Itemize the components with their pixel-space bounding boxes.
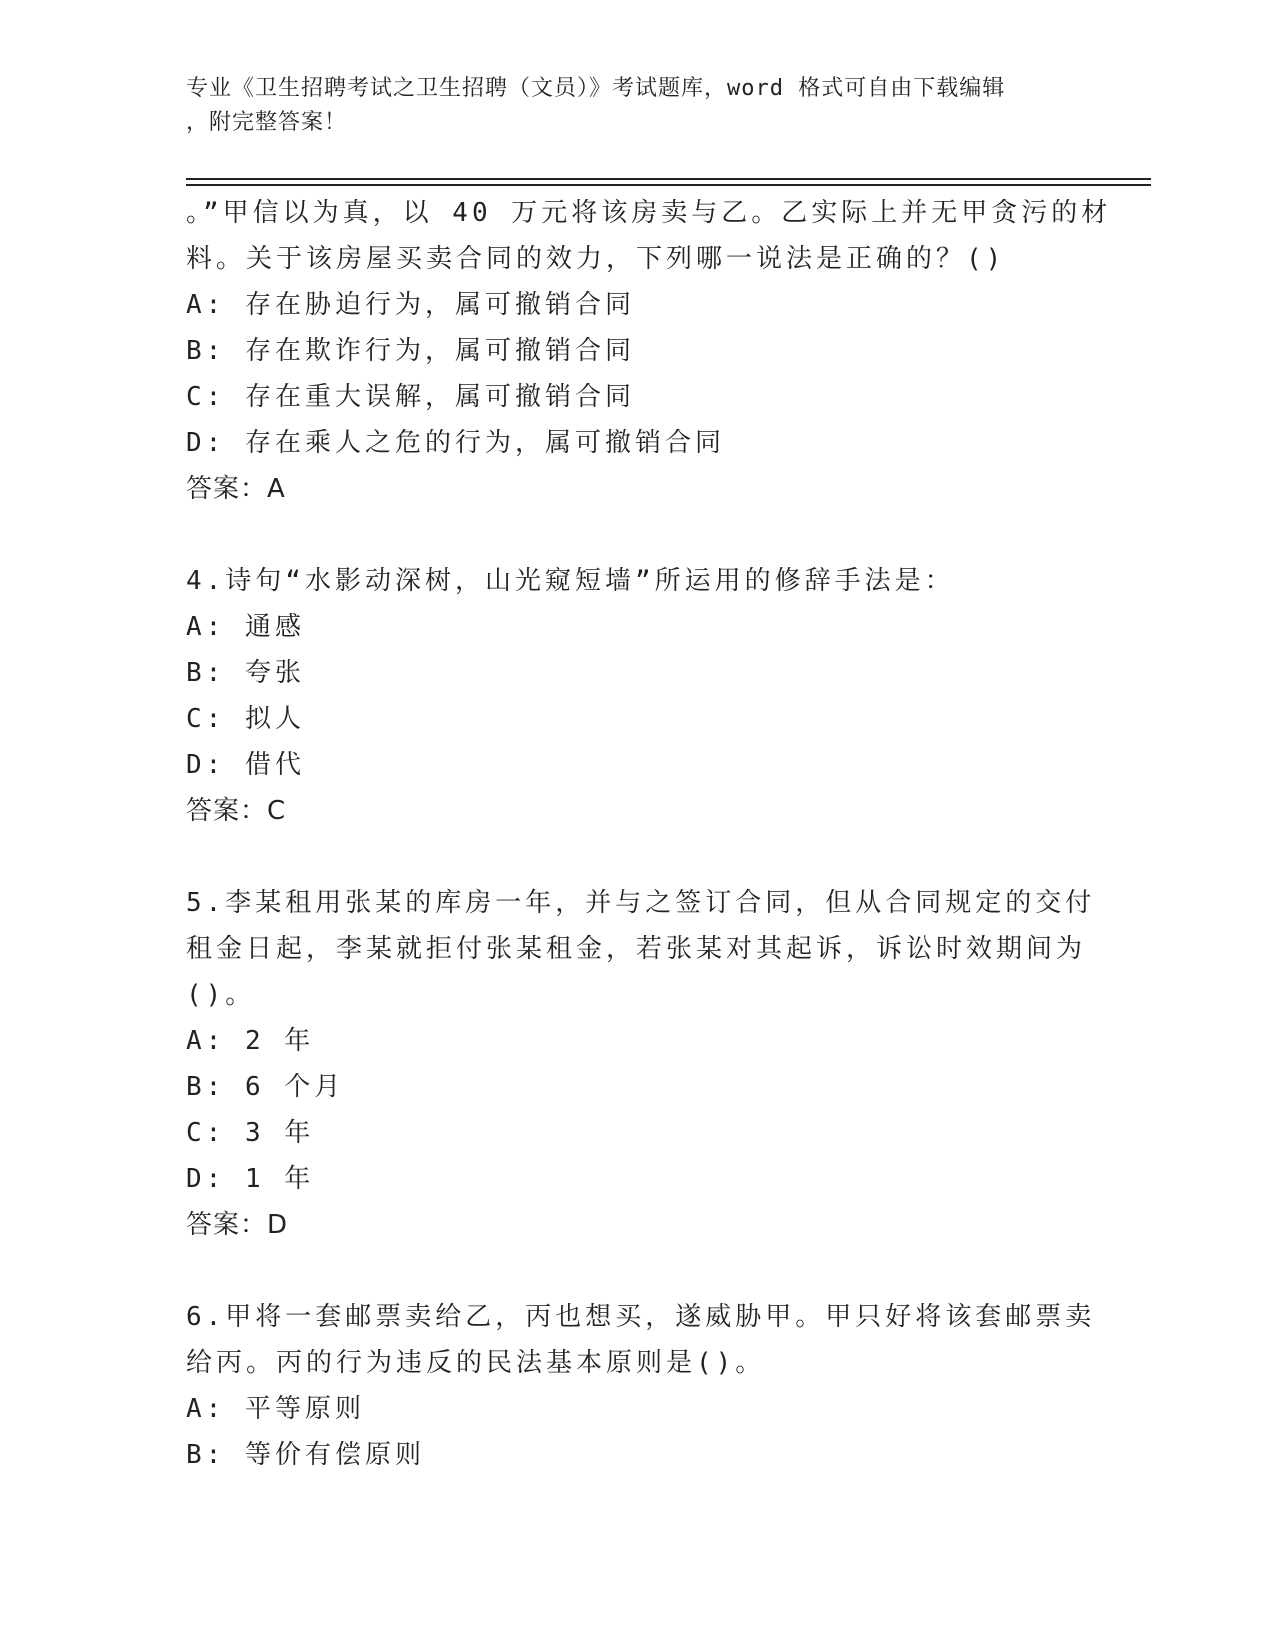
question-6 bbox=[186, 1294, 1096, 1478]
header-line-1: 专业《卫生招聘考试之卫生招聘（文员）》考试题库，word 格式可自由下载编辑 bbox=[186, 76, 1006, 101]
question-3 bbox=[186, 190, 1112, 512]
answer-label: 答案：D bbox=[186, 1210, 289, 1240]
answer-label: 答案：C bbox=[186, 796, 287, 826]
option-a: A: 平等原则 bbox=[186, 1394, 365, 1424]
option-a: A: 通感 bbox=[186, 612, 305, 642]
option-c: C: 存在重大误解，属可撤销合同 bbox=[186, 382, 635, 412]
option-d: D: 存在乘人之危的行为，属可撤销合同 bbox=[186, 428, 725, 458]
option-c: C: 3 年 bbox=[186, 1118, 315, 1148]
header-divider-top bbox=[186, 178, 1151, 180]
option-c: C: 拟人 bbox=[186, 704, 305, 734]
option-d: D: 借代 bbox=[186, 750, 305, 780]
option-a: A: 存在胁迫行为，属可撤销合同 bbox=[186, 290, 635, 320]
answer-label: 答案：A bbox=[186, 474, 286, 504]
question-stem-line: 。”甲信以为真，以 40 万元将该房卖与乙。乙实际上并无甲贪污的材 bbox=[186, 198, 1112, 228]
question-stem-line: 租金日起，李某就拒付张某租金，若张某对其起诉，诉讼时效期间为 bbox=[186, 934, 1087, 964]
spacer bbox=[186, 834, 1086, 880]
option-b: B: 夸张 bbox=[186, 658, 305, 688]
option-b: B: 等价有偿原则 bbox=[186, 1440, 425, 1470]
header-line-2: ，附完整答案！ bbox=[186, 110, 348, 135]
option-b: B: 6 个月 bbox=[186, 1072, 345, 1102]
question-stem-line: 6.甲将一套邮票卖给乙，丙也想买，遂威胁甲。甲只好将该套邮票卖 bbox=[186, 1302, 1096, 1332]
question-stem-line: 4.诗句“水影动深树，山光窥短墙”所运用的修辞手法是： bbox=[186, 566, 955, 596]
question-5 bbox=[186, 880, 1096, 1248]
option-a: A: 2 年 bbox=[186, 1026, 315, 1056]
option-d: D: 1 年 bbox=[186, 1164, 315, 1194]
question-content bbox=[186, 190, 1112, 1478]
question-stem-line: ()。 bbox=[186, 980, 256, 1010]
page-header bbox=[186, 72, 1066, 140]
question-stem-line: 料。关于该房屋买卖合同的效力，下列哪一说法是正确的？() bbox=[186, 244, 1006, 274]
header-divider-bottom bbox=[186, 184, 1151, 186]
spacer bbox=[186, 1248, 1086, 1294]
option-b: B: 存在欺诈行为，属可撤销合同 bbox=[186, 336, 635, 366]
question-4 bbox=[186, 558, 1086, 834]
question-stem-line: 给丙。丙的行为违反的民法基本原则是()。 bbox=[186, 1348, 766, 1378]
spacer bbox=[186, 512, 1086, 558]
question-stem-line: 5.李某租用张某的库房一年，并与之签订合同，但从合同规定的交付 bbox=[186, 888, 1096, 918]
